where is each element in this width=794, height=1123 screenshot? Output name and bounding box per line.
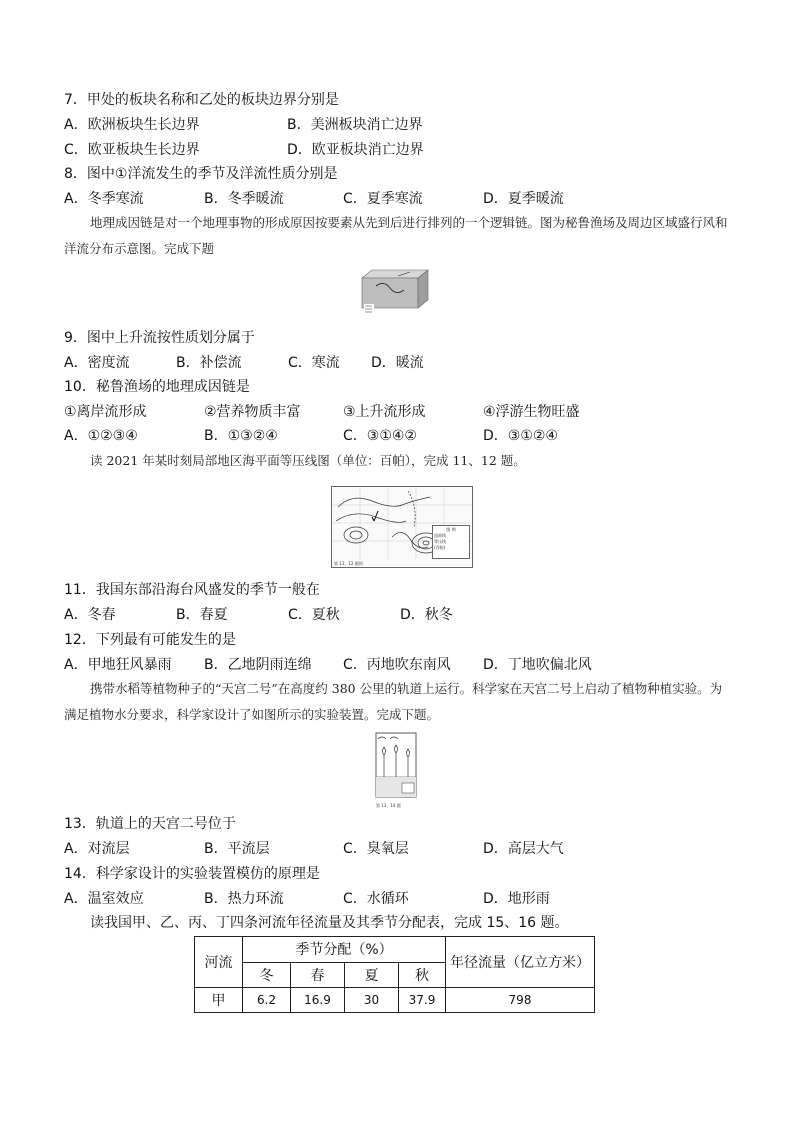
- isobar-legend: [432, 525, 470, 559]
- intro-peru: 地理成因链是对一个地理事物的形成原因按要素从先到后进行排列的一个逻辑链。图为秘鲁渔场及周边区域盛行风和洋流分布示意图。完成下题: [64, 215, 728, 256]
- q9-option-a: A．密度流: [64, 355, 130, 371]
- th-summer: 夏: [345, 962, 399, 988]
- intro-tiangong: 携带水稻等植物种子的“天宫二号”在高度约 380 公里的轨道上运行。科学家在天宫二号上启动了植物种植实验。为满足植物水分要求，科学家设计了如图所示的实验装置。完成下题。: [64, 681, 723, 722]
- q12-option-d: D．丁地吹偏北风: [483, 657, 592, 673]
- river-runoff-table: [194, 936, 595, 1013]
- q10-option-a: A．①②③④: [64, 428, 138, 444]
- cell-autumn: 37.9: [399, 988, 446, 1013]
- q11-option-d: D．秋冬: [400, 607, 453, 623]
- q10-item-1: ①离岸流形成: [64, 404, 147, 420]
- q10-item-4: ④浮游生物旺盛: [483, 404, 580, 420]
- q10-item-3: ③上升流形成: [343, 404, 426, 420]
- q8-option-d: D．夏季暖流: [483, 191, 564, 207]
- q7-option-b: B．美洲板块消亡边界: [287, 117, 423, 133]
- q11-option-a: A．冬春: [64, 607, 116, 623]
- experiment-device-figure: [374, 731, 418, 809]
- th-season: 季节分配（%）: [243, 937, 446, 963]
- q13-stem: 13．轨道上的天宫二号位于: [64, 816, 236, 832]
- cell-river: 甲: [195, 988, 243, 1013]
- cell-winter: 6.2: [243, 988, 291, 1013]
- th-spring: 春: [291, 962, 345, 988]
- q13-option-b: B．平流层: [204, 841, 270, 857]
- q14-option-c: C．水循环: [343, 891, 409, 907]
- cell-summer: 30: [345, 988, 399, 1013]
- q13-option-d: D．高层大气: [483, 841, 564, 857]
- q14-option-a: A．温室效应: [64, 891, 144, 907]
- cell-flow: 798: [446, 988, 595, 1013]
- legend-item-unit: (百帕): [434, 545, 446, 550]
- q8-option-b: B．冬季暖流: [204, 191, 284, 207]
- q7-option-d: D．欧亚板块消亡边界: [287, 142, 424, 158]
- legend-item-border: 国界线: [434, 533, 446, 538]
- q10-item-2: ②营养物质丰富: [204, 404, 301, 420]
- q8-option-a: A．冬季寒流: [64, 191, 144, 207]
- legend-item-isobar: 等压线: [434, 539, 446, 544]
- q13-option-a: A．对流层: [64, 841, 130, 857]
- q8-stem: 8．图中①洋流发生的季节及洋流性质分别是: [64, 166, 338, 182]
- th-winter: 冬: [243, 962, 291, 988]
- q14-option-b: B．热力环流: [204, 891, 284, 907]
- q9-option-d: D．暖流: [371, 355, 424, 371]
- intro-pressure: 读 2021 年某时刻局部地区海平面等压线图（单位：百帕），完成 11、12 题。: [90, 453, 526, 468]
- q7-option-a: A．欧洲板块生长边界: [64, 117, 200, 133]
- q10-option-b: B．①③②④: [204, 428, 278, 444]
- q12-option-b: B．乙地阴雨连绵: [204, 657, 312, 673]
- q10-stem: 10．秘鲁渔场的地理成因链是: [64, 379, 250, 395]
- legend-title: 图 例: [446, 527, 456, 532]
- q7-option-c: C．欧亚板块生长边界: [64, 142, 200, 158]
- q11-option-c: C．夏秋: [288, 607, 340, 623]
- q12-option-c: C．丙地吹东南风: [343, 657, 451, 673]
- th-flow: 年径流量（亿立方米）: [446, 937, 595, 988]
- q8-option-c: C．夏季寒流: [343, 191, 423, 207]
- q14-stem: 14．科学家设计的实验装置模仿的原理是: [64, 866, 320, 882]
- q10-option-d: D．③①②④: [483, 428, 558, 444]
- table-row: [195, 988, 595, 1013]
- th-river: 河流: [195, 937, 243, 988]
- q9-option-c: C．寒流: [288, 355, 340, 371]
- q9-stem: 9．图中上升流按性质划分属于: [64, 330, 255, 346]
- experiment-caption: 第 13、14 题: [376, 803, 401, 808]
- q11-stem: 11．我国东部沿海台风盛发的季节一般在: [64, 582, 320, 598]
- intro-rivers: 读我国甲、乙、丙、丁四条河流年径流量及其季节分配表，完成 15、16 题。: [90, 915, 569, 931]
- q14-option-d: D．地形雨: [483, 891, 550, 907]
- q7-stem: 7．甲处的板块名称和乙处的板块边界分别是: [64, 92, 339, 108]
- isobar-caption: 第 11、12 题图: [334, 561, 363, 566]
- q13-option-c: C．臭氧层: [343, 841, 409, 857]
- isobar-map-figure: [331, 486, 473, 568]
- q12-option-a: A．甲地狂风暴雨: [64, 657, 172, 673]
- q11-option-b: B．春夏: [176, 607, 228, 623]
- peru-fishery-figure: [358, 268, 432, 316]
- cell-spring: 16.9: [291, 988, 345, 1013]
- q9-option-b: B．补偿流: [176, 355, 242, 371]
- th-autumn: 秋: [399, 962, 446, 988]
- q10-option-c: C．③①④②: [343, 428, 417, 444]
- q12-stem: 12．下列最有可能发生的是: [64, 632, 236, 648]
